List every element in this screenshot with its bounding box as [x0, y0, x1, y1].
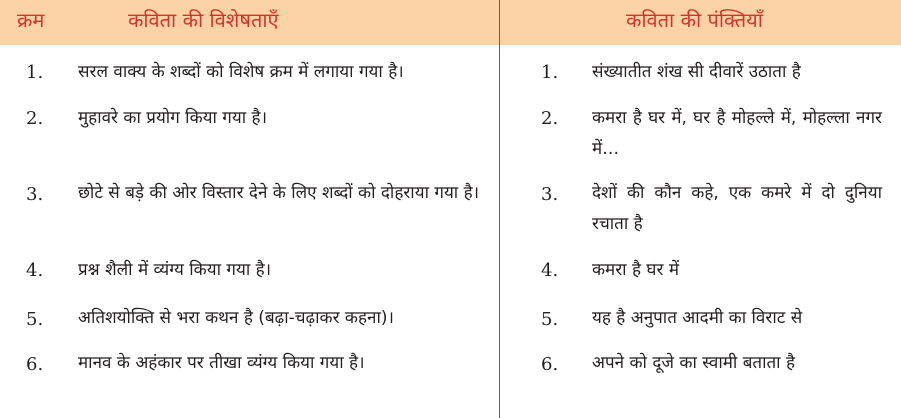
feature-number: 2. [26, 108, 44, 129]
feature-number: 6. [26, 354, 44, 375]
feature-text: छोटे से बड़े की ओर विस्तार देने के लिए शब्दों को दोहराया गया है। [78, 183, 480, 203]
poem-line: कमरा है घर में, घर है मोहल्ले में, मोहल्ला नगर में… [592, 108, 882, 159]
feature-number: 1. [26, 62, 44, 83]
line-number: 3. [541, 184, 559, 205]
feature-text: मुहावरे का प्रयोग किया गया है। [78, 108, 268, 128]
feature-text: प्रश्न शैली में व्यंग्य किया गया है। [78, 260, 272, 280]
poem-line: देशों की कौन कहे, एक कमरे में दो दुनिया रचाता है [592, 183, 882, 234]
poem-line: यह है अनुपात आदमी का विराट से [592, 308, 803, 328]
feature-number: 4. [26, 260, 44, 281]
feature-number: 5. [26, 309, 44, 330]
header-serial: क्रम [17, 8, 45, 32]
feature-text: अतिशयोक्ति से भरा कथन है (बढ़ा-चढ़ाकर कहना)। [78, 308, 394, 328]
header-features: कविता की विशेषताएँ [128, 8, 279, 32]
line-number: 6. [541, 354, 559, 375]
feature-text: मानव के अहंकार पर तीखा व्यंग्य किया गया है। [78, 353, 365, 373]
line-number: 5. [541, 309, 559, 330]
line-number: 2. [541, 108, 559, 129]
poem-line: संख्यातीत शंख सी दीवारें उठाता है [592, 62, 801, 82]
feature-number: 3. [26, 184, 44, 205]
header-lines: कविता की पंक्तियाँ [626, 8, 763, 32]
poem-line: कमरा है घर में [592, 260, 679, 280]
column-divider [499, 0, 500, 418]
poem-line: अपने को दूजे का स्वामी बताता है [592, 353, 796, 373]
line-number: 4. [541, 260, 559, 281]
line-number: 1. [541, 62, 559, 83]
feature-text: सरल वाक्य के शब्दों को विशेष क्रम में लगाया गया है। [78, 62, 404, 82]
